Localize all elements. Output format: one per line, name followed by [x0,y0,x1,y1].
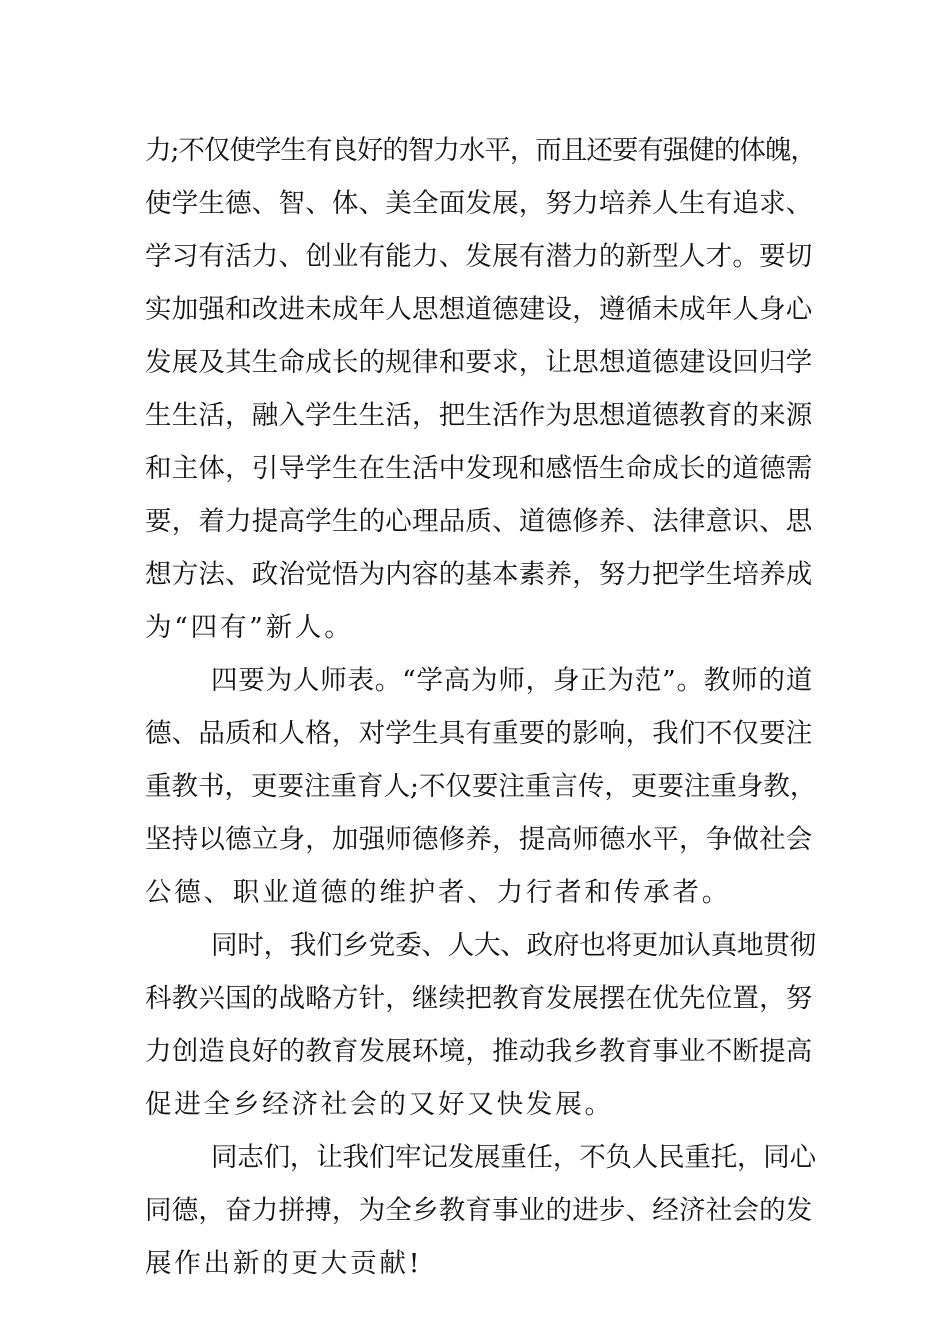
text-line: 促进全乡经济社会的又好又快发展。 [145,1089,614,1120]
text-line: 德、品质和人格，对学生具有重要的影响，我们不仅要注 [145,718,813,749]
text-line: 想方法、政治觉悟为内容的基本素养，努力把学生培养成 [145,559,813,590]
text-line: 使学生德、智、体、美全面发展，努力培养人生有追求、 [145,188,813,219]
text-line: 科教兴国的战略方针，继续把教育发展摆在优先位置，努 [145,983,813,1014]
text-line: 力创造良好的教育发展环境，推动我乡教育事业不断提高 [145,1036,813,1067]
text-line: 同时，我们乡党委、人大、政府也将更加认真地贯彻 [211,930,816,961]
text-line: 四要为人师表。“学高为师，身正为范”。教师的道 [211,665,813,696]
text-line: 重教书，更要注重育人;不仅要注重言传，更要注重身教， [145,771,817,802]
text-line: 发展及其生命成长的规律和要求，让思想道德建设回归学 [145,347,813,378]
text-line: 生生活，融入学生生活，把生活作为思想道德教育的来源 [145,400,813,431]
text-line: 学习有活力、创业有能力、发展有潜力的新型人才。要切 [145,241,813,272]
text-line: 为“四有”新人。 [145,612,354,643]
text-line: 实加强和改进未成年人思想道德建设，遵循未成年人身心 [145,294,813,325]
text-line: 要，着力提高学生的心理品质、道德修养、法律意识、思 [145,506,813,537]
text-line: 展作出新的更大贡献! [145,1248,423,1279]
document-body [145,124,815,1290]
text-line: 坚持以德立身，加强师德修养，提高师德水平，争做社会 [145,824,813,855]
text-line: 同德，奋力拼搏，为全乡教育事业的进步、经济社会的发 [145,1195,813,1226]
text-line: 公德、职业道德的维护者、力行者和传承者。 [145,877,731,908]
text-line: 和主体，引导学生在生活中发现和感悟生命成长的道德需 [145,453,813,484]
text-line: 同志们，让我们牢记发展重任，不负人民重托，同心 [211,1142,816,1173]
text-line: 力;不仅使学生有良好的智力水平，而且还要有强健的体魄， [145,135,816,166]
